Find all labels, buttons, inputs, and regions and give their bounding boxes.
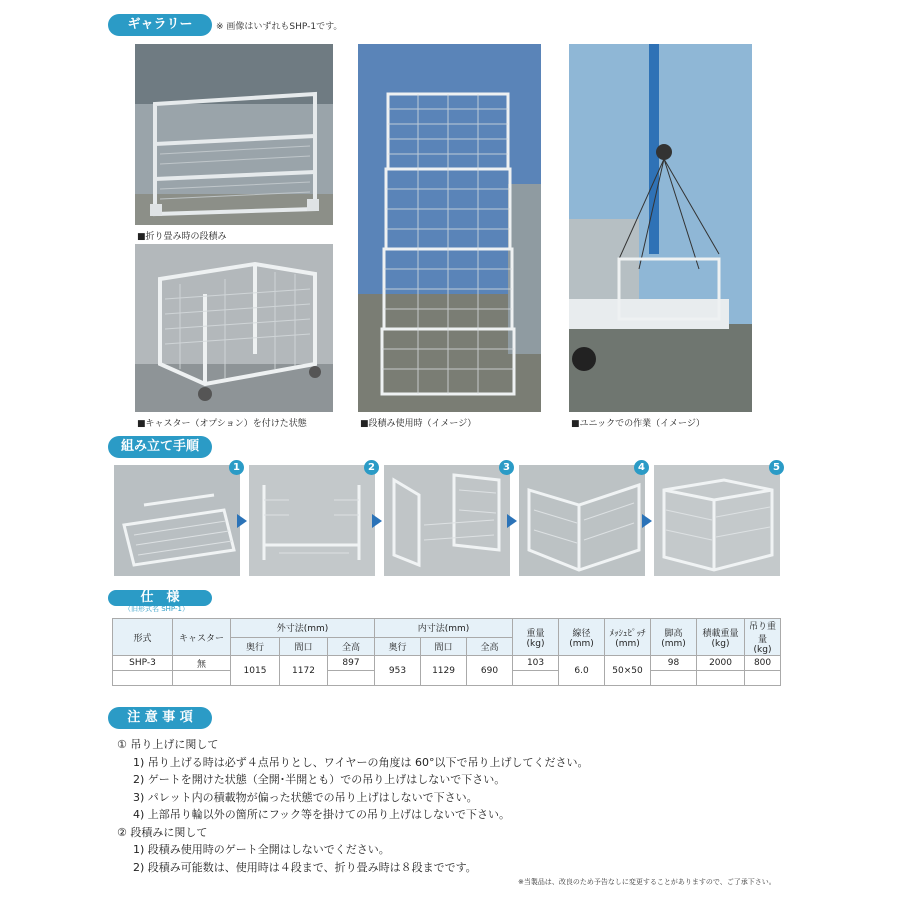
step-arrow-icon: [372, 514, 382, 528]
photo-folded-stack: [135, 44, 333, 225]
gallery-title: ギャラリー: [108, 14, 212, 36]
footnote: ※当製品は、改良のため予告なしに変更することがありますので、ご了承下さい。: [518, 878, 776, 886]
spec-header-inner-width: 間口: [421, 637, 467, 656]
step-arrow-icon: [642, 514, 652, 528]
spec-outer-depth: 1015: [231, 656, 280, 686]
step-arrow-icon: [507, 514, 517, 528]
spec-weight: 103: [513, 656, 559, 671]
caution-item: 1) 吊り上げる時は必ず４点吊りとし、ワイヤーの角度は 60°以下で吊り上げしてください。: [133, 755, 589, 769]
spec-header-outer-height: 全高: [328, 637, 375, 656]
spec-load: 2000: [697, 656, 745, 671]
spec-wire: 6.0: [559, 656, 605, 686]
gallery-note: ※ 画像はいずれもSHP-1です。: [216, 22, 343, 32]
assembly-step-1-image: [114, 465, 240, 576]
spec-header-lift: 吊り重量 (kg): [745, 619, 781, 656]
assembly-step-3-image: [384, 465, 510, 576]
step-number-4: 4: [634, 460, 649, 475]
spec-leg: 98: [651, 656, 697, 671]
spec-lift: 800: [745, 656, 781, 671]
caution-item: 4) 上部吊り輪以外の箇所にフック等を掛けての吊り上げはしないで下さい。: [133, 808, 511, 821]
spec-header-inner-depth: 奥行: [375, 637, 421, 656]
spec-header-load: 積載重量 (kg): [697, 619, 745, 656]
step-number-1: 1: [229, 460, 244, 475]
step-arrow-icon: [237, 514, 247, 528]
step-number-5: 5: [769, 460, 784, 475]
photo-with-casters: [135, 244, 333, 412]
spec-header-inner: 内寸法(mm): [375, 619, 513, 638]
spec-header-outer-depth: 奥行: [231, 637, 280, 656]
photo-crane-work: [569, 44, 752, 412]
caption-crane-work: ■ユニックでの作業（イメージ）: [571, 419, 705, 429]
assembly-step-4-image: [519, 465, 645, 576]
spec-title: 仕 様: [108, 590, 212, 606]
spec-header-caster: キャスター: [173, 619, 231, 656]
spec-header-mesh: ﾒｯｼｭﾋﾟｯﾁ (mm): [605, 619, 651, 656]
spec-outer-height: 897: [328, 656, 375, 671]
assembly-step-5-image: [654, 465, 780, 576]
assembly-step-2-image: [249, 465, 375, 576]
caption-with-casters: ■キャスター（オプション）を付けた状態: [137, 419, 307, 429]
spec-header-weight: 重量 (kg): [513, 619, 559, 656]
spec-header-model: 形式: [113, 619, 173, 656]
spec-model: SHP-3: [113, 656, 173, 671]
caution-item: 3) パレット内の積載物が偏った状態での吊り上げはしないで下さい。: [133, 790, 478, 804]
caution-item: 2) 段積み可能数は、使用時は４段まで、折り畳み時は８段までです。: [133, 860, 477, 874]
spec-header-leg: 脚高 (mm): [651, 619, 697, 656]
spec-inner-depth: 953: [375, 656, 421, 686]
spec-header-wire: 線径 (mm): [559, 619, 605, 656]
step-number-2: 2: [364, 460, 379, 475]
caution-list: [117, 736, 588, 876]
spec-mesh: 50×50: [605, 656, 651, 686]
spec-header-outer: 外寸法(mm): [231, 619, 375, 638]
caution-section-stacking: ② 段積みに関して: [117, 825, 208, 839]
caution-section-lifting: ① 吊り上げに関して: [117, 738, 219, 751]
spec-outer-width: 1172: [280, 656, 328, 686]
step-number-3: 3: [499, 460, 514, 475]
spec-table: [112, 618, 781, 686]
caution-item: 1) 段積み使用時のゲート全開はしないでください。: [133, 843, 390, 856]
caption-folded-stack: ■折り畳み時の段積み: [137, 232, 227, 242]
spec-header-inner-height: 全高: [467, 637, 513, 656]
spec-header-row: [113, 619, 781, 638]
spec-inner-height: 690: [467, 656, 513, 686]
spec-subtitle: （旧形式名 SHP-1）: [124, 605, 189, 613]
caption-stacked-in-use: ■段積み使用時（イメージ）: [360, 419, 477, 429]
table-row: [113, 656, 781, 671]
spec-header-outer-width: 間口: [280, 637, 328, 656]
caution-item: 2) ゲートを開けた状態（全開･半開とも）での吊り上げはしないで下さい。: [133, 773, 506, 786]
assembly-title: 組み立て手順: [108, 436, 212, 458]
spec-inner-width: 1129: [421, 656, 467, 686]
spec-caster: 無: [173, 656, 231, 671]
photo-stacked-in-use: [358, 44, 541, 412]
caution-title: 注 意 事 項: [108, 707, 212, 729]
